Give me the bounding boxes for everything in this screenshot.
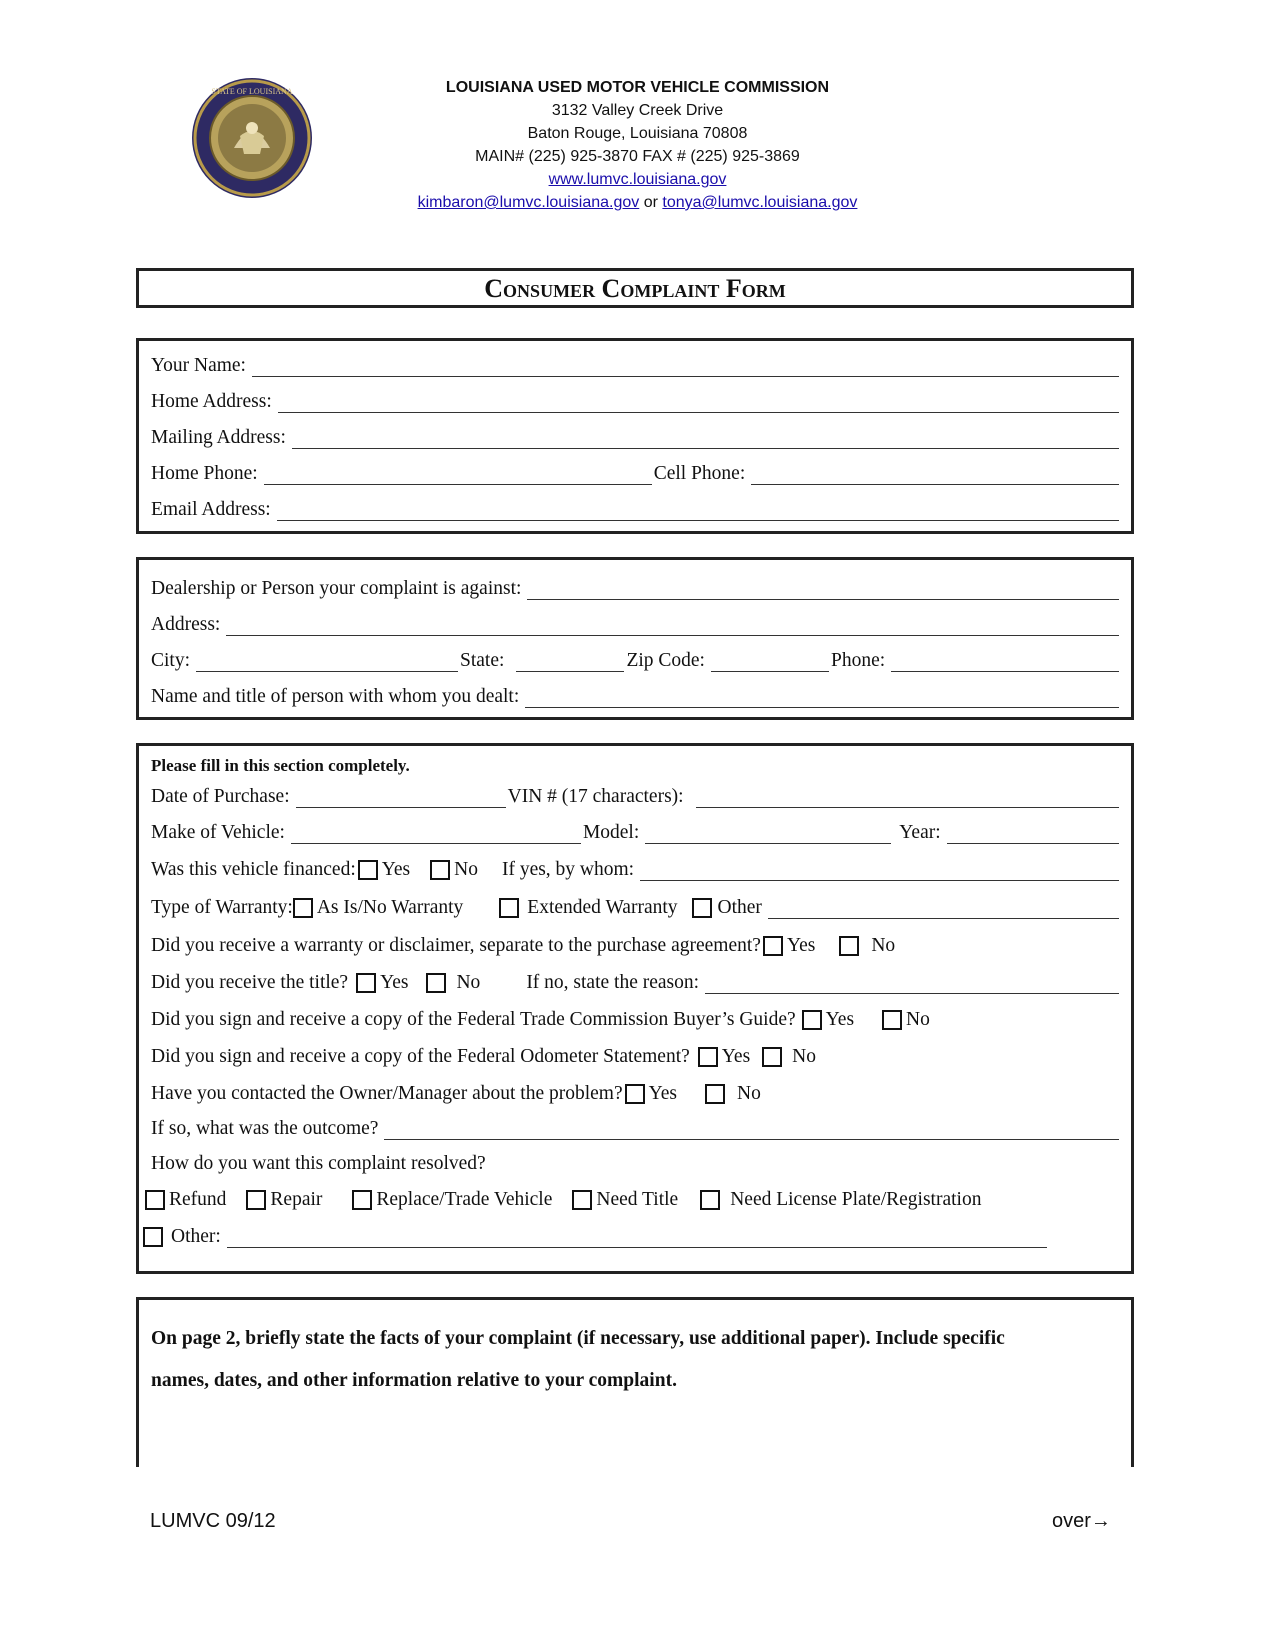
odometer-yes-checkbox[interactable] bbox=[698, 1047, 718, 1067]
website-link[interactable]: www.lumvc.louisiana.gov bbox=[548, 171, 727, 188]
disclaimer-question: Did you receive a warranty or disclaimer, separate to the purchase agreement? bbox=[151, 935, 761, 956]
make-label: Make of Vehicle: bbox=[151, 822, 285, 843]
dealer-address-label: Address: bbox=[151, 614, 221, 635]
title-reason-field[interactable] bbox=[705, 975, 1119, 994]
financed-by-whom-label: If yes, by whom: bbox=[501, 859, 635, 880]
warranty-other-field[interactable] bbox=[768, 900, 1119, 919]
financed-yes-label: Yes bbox=[381, 859, 411, 880]
financed-no-checkbox[interactable] bbox=[430, 860, 450, 880]
financed-no-label: No bbox=[454, 859, 478, 880]
resolution-other-checkbox[interactable] bbox=[143, 1227, 163, 1247]
vehicle-info-section bbox=[136, 743, 1134, 1274]
state-field[interactable] bbox=[516, 653, 624, 672]
outcome-label: If so, what was the outcome? bbox=[151, 1118, 379, 1139]
odometer-question: Did you sign and receive a copy of the Federal Odometer Statement? bbox=[151, 1046, 690, 1067]
disclaimer-no-label: No bbox=[871, 935, 896, 956]
financed-yes-checkbox[interactable] bbox=[358, 860, 378, 880]
city-field[interactable] bbox=[196, 653, 458, 672]
form-code: LUMVC 09/12 bbox=[150, 1510, 276, 1532]
resolution-question: How do you want this complaint resolved? bbox=[151, 1153, 486, 1174]
resolution-other-label: Other: bbox=[171, 1226, 221, 1247]
title-reason-label: If no, state the reason: bbox=[526, 972, 700, 993]
mailing-address-label: Mailing Address: bbox=[151, 427, 286, 448]
need-title-label: Need Title bbox=[596, 1189, 679, 1210]
dealer-phone-label: Phone: bbox=[830, 650, 886, 671]
cell-phone-field[interactable] bbox=[751, 466, 1119, 485]
dealer-phone-field[interactable] bbox=[891, 653, 1119, 672]
warranty-other-label: Other bbox=[717, 897, 762, 918]
buyers-guide-yes-checkbox[interactable] bbox=[802, 1010, 822, 1030]
purchase-date-field[interactable] bbox=[296, 789, 506, 808]
buyers-guide-yes-label: Yes bbox=[825, 1009, 855, 1030]
street-address: 3132 Valley Creek Drive bbox=[551, 102, 724, 119]
contacted-yes-checkbox[interactable] bbox=[625, 1084, 645, 1104]
complaint-against-label: Dealership or Person your complaint is against: bbox=[151, 578, 522, 599]
purchase-date-label: Date of Purchase: bbox=[151, 786, 290, 807]
need-plate-label: Need License Plate/Registration bbox=[730, 1189, 982, 1210]
contacted-no-label: No bbox=[736, 1083, 761, 1104]
vin-field[interactable] bbox=[696, 789, 1119, 808]
warranty-other-checkbox[interactable] bbox=[692, 898, 712, 918]
extended-warranty-label: Extended Warranty bbox=[527, 897, 678, 918]
buyers-guide-no-label: No bbox=[906, 1009, 930, 1030]
repair-label: Repair bbox=[270, 1189, 323, 1210]
title-yes-checkbox[interactable] bbox=[356, 973, 376, 993]
title-no-checkbox[interactable] bbox=[426, 973, 446, 993]
model-label: Model: bbox=[582, 822, 640, 843]
vin-label: VIN # (17 characters): bbox=[507, 786, 684, 807]
year-field[interactable] bbox=[947, 825, 1119, 844]
complete-section-note: Please fill in this section completely. bbox=[151, 756, 410, 775]
disclaimer-no-checkbox[interactable] bbox=[839, 936, 859, 956]
disclaimer-yes-label: Yes bbox=[786, 935, 816, 956]
extended-warranty-checkbox[interactable] bbox=[499, 898, 519, 918]
as-is-checkbox[interactable] bbox=[293, 898, 313, 918]
contact-person-label: Name and title of person with whom you dealt: bbox=[151, 686, 520, 707]
home-address-field[interactable] bbox=[278, 394, 1119, 413]
seal-text: STATE OF LOUISIANA bbox=[211, 87, 293, 96]
financed-by-whom-field[interactable] bbox=[640, 862, 1119, 881]
instructions-line-1: On page 2, briefly state the facts of your complaint (if necessary, use additional paper). Include specific bbox=[151, 1328, 1005, 1349]
disclaimer-yes-checkbox[interactable] bbox=[763, 936, 783, 956]
make-field[interactable] bbox=[291, 825, 581, 844]
email-link-kimbaron[interactable]: kimbaron@lumvc.louisiana.gov bbox=[417, 194, 640, 211]
email-link-tonya[interactable]: tonya@lumvc.louisiana.gov bbox=[662, 194, 858, 211]
email-address-label: Email Address: bbox=[151, 499, 271, 520]
odometer-no-checkbox[interactable] bbox=[762, 1047, 782, 1067]
email-address-field[interactable] bbox=[277, 502, 1119, 521]
your-name-label: Your Name: bbox=[151, 355, 246, 376]
financed-question: Was this vehicle financed: bbox=[151, 859, 356, 880]
cell-phone-label: Cell Phone: bbox=[653, 463, 746, 484]
outcome-field[interactable] bbox=[384, 1121, 1119, 1140]
your-name-field[interactable] bbox=[252, 358, 1119, 377]
warranty-type-label: Type of Warranty: bbox=[151, 897, 293, 918]
instructions-line-2: names, dates, and other information relative to your complaint. bbox=[151, 1370, 677, 1391]
home-phone-label: Home Phone: bbox=[151, 463, 258, 484]
contacted-no-checkbox[interactable] bbox=[705, 1084, 725, 1104]
city-state-zip: Baton Rouge, Louisiana 70808 bbox=[527, 125, 748, 142]
home-address-label: Home Address: bbox=[151, 391, 272, 412]
buyers-guide-no-checkbox[interactable] bbox=[882, 1010, 902, 1030]
consumer-info-section bbox=[136, 338, 1134, 534]
repair-checkbox[interactable] bbox=[246, 1190, 266, 1210]
organization-name: LOUISIANA USED MOTOR VEHICLE COMMISSION bbox=[445, 79, 830, 96]
dealer-info-section bbox=[136, 557, 1134, 720]
dealer-address-field[interactable] bbox=[226, 617, 1119, 636]
state-label: State: bbox=[460, 650, 505, 671]
replace-vehicle-label: Replace/Trade Vehicle bbox=[376, 1189, 553, 1210]
home-phone-field[interactable] bbox=[264, 466, 652, 485]
form-title: Consumer Complaint Form bbox=[136, 268, 1134, 308]
mailing-address-field[interactable] bbox=[292, 430, 1119, 449]
zip-code-field[interactable] bbox=[711, 653, 829, 672]
zip-code-label: Zip Code: bbox=[626, 650, 705, 671]
phone-numbers: MAIN# (225) 925-3870 FAX # (225) 925-3869 bbox=[475, 148, 800, 165]
odometer-yes-label: Yes bbox=[721, 1046, 751, 1067]
contact-person-field[interactable] bbox=[525, 689, 1119, 708]
buyers-guide-question: Did you sign and receive a copy of the Federal Trade Commission Buyer’s Guide? bbox=[151, 1009, 796, 1030]
model-field[interactable] bbox=[645, 825, 891, 844]
resolution-other-field[interactable] bbox=[227, 1229, 1047, 1248]
odometer-no-label: No bbox=[792, 1046, 816, 1067]
replace-vehicle-checkbox[interactable] bbox=[352, 1190, 372, 1210]
need-title-checkbox[interactable] bbox=[572, 1190, 592, 1210]
city-label: City: bbox=[151, 650, 191, 671]
email-separator: or bbox=[643, 194, 658, 211]
contacted-owner-question: Have you contacted the Owner/Manager about the problem? bbox=[151, 1083, 623, 1104]
letterhead bbox=[0, 76, 1275, 214]
title-no-label: No bbox=[456, 972, 481, 993]
instructions-section bbox=[136, 1297, 1134, 1467]
as-is-label: As Is/No Warranty bbox=[316, 897, 464, 918]
need-plate-checkbox[interactable] bbox=[700, 1190, 720, 1210]
refund-checkbox[interactable] bbox=[145, 1190, 165, 1210]
title-question: Did you receive the title? bbox=[151, 972, 349, 993]
contacted-yes-label: Yes bbox=[648, 1083, 677, 1104]
complaint-against-field[interactable] bbox=[527, 581, 1119, 600]
refund-label: Refund bbox=[169, 1189, 227, 1210]
year-label: Year: bbox=[899, 822, 941, 843]
over-indicator: over→ bbox=[1052, 1510, 1111, 1532]
title-yes-label: Yes bbox=[380, 972, 409, 993]
